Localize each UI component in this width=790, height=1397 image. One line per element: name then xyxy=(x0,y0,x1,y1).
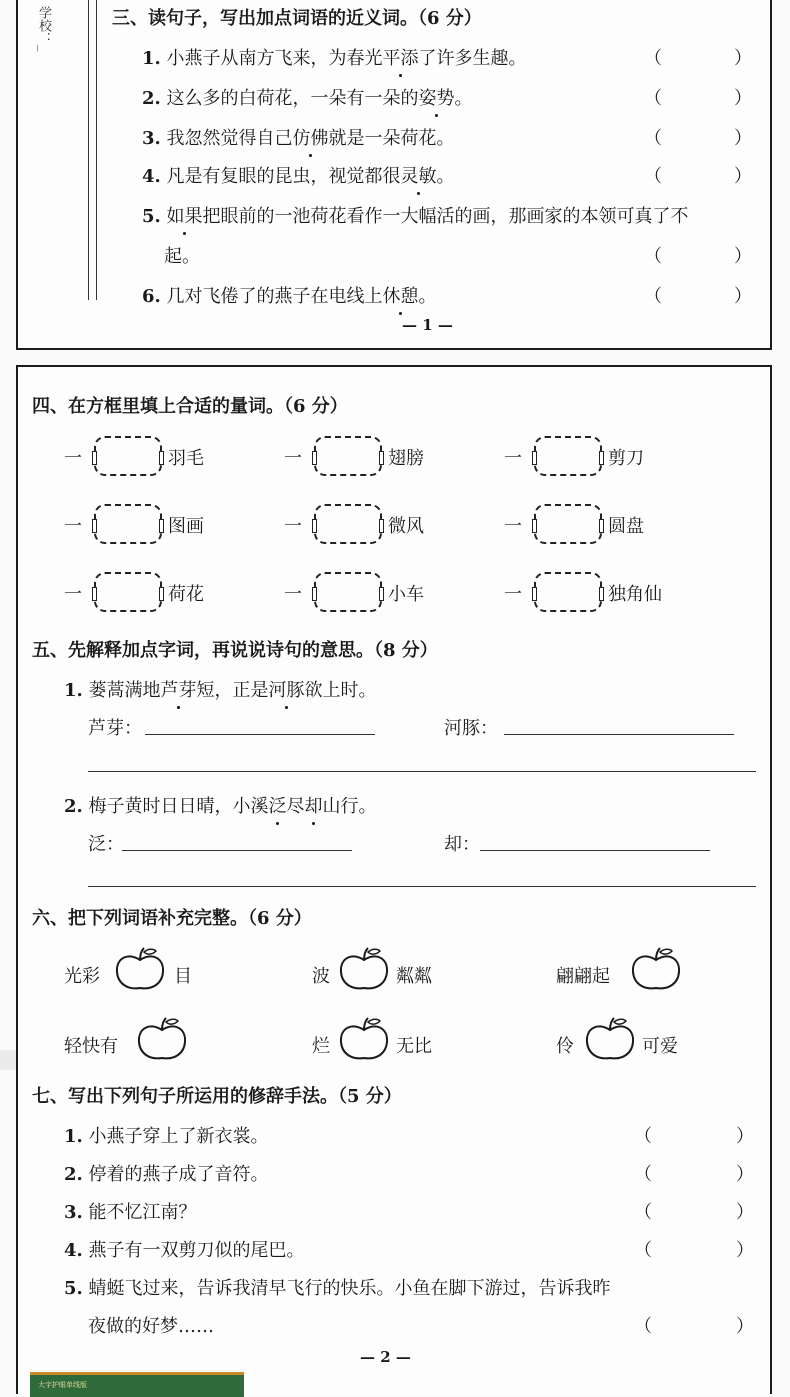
book-spine-strip xyxy=(30,1372,244,1397)
question-number: 2. xyxy=(64,1164,83,1185)
question-text-continued: 夜做的好梦…… xyxy=(88,1316,214,1337)
question-number: 1. xyxy=(64,1126,83,1147)
answer-label: 泛： xyxy=(88,834,124,855)
answer-paren-open: （ xyxy=(644,88,662,109)
section-5-title: 五、先解释加点字词，再说说诗句的意思。（8 分） xyxy=(32,640,438,661)
measure-noun: 翅膀 xyxy=(388,448,424,469)
question-number: 3. xyxy=(142,128,161,149)
question-text: 燕子有一双剪刀似的尾巴。 xyxy=(88,1240,305,1261)
apple-blank-icon[interactable] xyxy=(114,946,166,992)
dotted-word: 泛 xyxy=(269,792,287,818)
idiom-part: 烂 xyxy=(312,1036,330,1057)
idiom-part: 无比 xyxy=(396,1036,432,1057)
question-number: 6. xyxy=(142,286,161,307)
binding-line xyxy=(88,0,89,300)
answer-paren-open: （ xyxy=(634,1240,652,1261)
measure-prefix: 一 xyxy=(504,516,522,537)
question-row xyxy=(64,1160,269,1186)
dotted-word: 灵敏 xyxy=(401,162,437,188)
answer-label: 却： xyxy=(444,834,480,855)
question-row xyxy=(64,1198,197,1224)
answer-paren-close: ） xyxy=(736,1126,754,1147)
idiom-part: 可爱 xyxy=(642,1036,678,1057)
apple-blank-icon[interactable] xyxy=(630,946,682,992)
question-number: 5. xyxy=(64,1278,83,1299)
dotted-word: 平添 xyxy=(383,44,419,70)
answer-paren-close: ） xyxy=(734,128,752,149)
answer-label: 芦芽： xyxy=(88,718,142,739)
question-text: 停着的燕子成了音符。 xyxy=(88,1164,269,1185)
question-text: 蜻蜓飞过来，告诉我清早飞行的快乐。小鱼在脚下游过，告诉我昨 xyxy=(88,1278,611,1299)
measure-noun: 微风 xyxy=(388,516,424,537)
section-7-title: 七、写出下列句子所运用的修辞手法。（5 分） xyxy=(32,1086,402,1107)
page-number: — 1 — xyxy=(402,316,453,334)
idiom-part: 伶 xyxy=(556,1036,574,1057)
measure-noun: 独角仙 xyxy=(608,584,662,605)
question-row xyxy=(142,202,689,228)
question-number: 2. xyxy=(142,88,161,109)
question-row xyxy=(64,1122,269,1148)
poem-text: 尽 xyxy=(286,796,305,817)
answer-label: 河豚： xyxy=(444,718,498,739)
measure-noun: 荷花 xyxy=(168,584,204,605)
answer-paren-close: ） xyxy=(736,1164,754,1185)
question-text: 这么多的白荷花，一朵有一朵的 xyxy=(166,88,419,109)
measure-prefix: 一 xyxy=(284,448,302,469)
measure-word-box[interactable] xyxy=(314,572,382,612)
measure-prefix: 一 xyxy=(64,516,82,537)
question-number: 2. xyxy=(64,796,83,817)
measure-noun: 剪刀 xyxy=(608,448,644,469)
answer-paren-open: （ xyxy=(634,1202,652,1223)
dotted-word: 河豚 xyxy=(269,676,305,702)
page-number: — 2 — xyxy=(360,1348,411,1366)
question-text: 凡是有复眼的昆虫，视觉都很 xyxy=(166,166,401,187)
answer-line[interactable] xyxy=(122,850,352,851)
apple-blank-icon[interactable] xyxy=(338,946,390,992)
measure-word-box[interactable] xyxy=(94,572,162,612)
measure-word-box[interactable] xyxy=(94,504,162,544)
apple-blank-icon[interactable] xyxy=(584,1016,636,1062)
measure-prefix: 一 xyxy=(504,584,522,605)
question-row xyxy=(142,84,473,110)
question-text: 小燕子从南方飞来，为春光 xyxy=(166,48,383,69)
question-text: 了许多生趣。 xyxy=(418,48,527,69)
poem-text: 山行。 xyxy=(322,796,377,817)
book-spine-label: 大字护眼单线版 xyxy=(38,1381,87,1389)
question-text: 小燕子穿上了新衣裳。 xyxy=(88,1126,269,1147)
answer-line[interactable] xyxy=(88,886,756,887)
answer-paren-open: （ xyxy=(644,48,662,69)
answer-paren-close: ） xyxy=(736,1202,754,1223)
measure-word-box[interactable] xyxy=(534,436,602,476)
measure-prefix: 一 xyxy=(284,584,302,605)
poem-line xyxy=(64,676,377,702)
dotted-word: 姿势 xyxy=(419,84,455,110)
idiom-part: 粼粼 xyxy=(396,966,432,987)
measure-word-box[interactable] xyxy=(534,572,602,612)
question-row xyxy=(142,282,437,308)
apple-blank-icon[interactable] xyxy=(136,1016,188,1062)
school-margin-label: 学校：_ xyxy=(36,6,51,52)
question-text-continued: 起。 xyxy=(164,246,200,267)
question-number: 4. xyxy=(64,1240,83,1261)
question-number: 3. xyxy=(64,1202,83,1223)
poem-text: 梅子黄时日日晴，小溪 xyxy=(88,796,269,817)
answer-paren-open: （ xyxy=(634,1164,652,1185)
poem-text: 欲上时。 xyxy=(304,680,377,701)
measure-prefix: 一 xyxy=(64,448,82,469)
measure-prefix: 一 xyxy=(504,448,522,469)
answer-paren-close: ） xyxy=(734,88,752,109)
answer-line[interactable] xyxy=(88,771,756,772)
idiom-part: 光彩 xyxy=(64,966,100,987)
measure-noun: 图画 xyxy=(168,516,204,537)
question-number: 1. xyxy=(142,48,161,69)
question-row xyxy=(142,44,527,70)
section-4-title: 四、在方框里填上合适的量词。（6 分） xyxy=(32,396,348,417)
question-row xyxy=(142,124,455,150)
answer-paren-close: ） xyxy=(736,1240,754,1261)
question-text: 把眼前的一池荷花看作一大幅活的画，那画家的本领可真了不 xyxy=(202,206,689,227)
measure-noun: 圆盘 xyxy=(608,516,644,537)
dotted-word xyxy=(161,676,197,702)
measure-prefix: 一 xyxy=(284,516,302,537)
question-number: 1. xyxy=(64,680,83,701)
dotted-word: 如果 xyxy=(167,202,203,228)
apple-blank-icon[interactable] xyxy=(338,1016,390,1062)
question-row xyxy=(64,1274,611,1300)
measure-word-box[interactable] xyxy=(534,504,602,544)
idiom-part: 波 xyxy=(312,966,330,987)
question-text: 我忽然觉得自己 xyxy=(166,128,293,149)
answer-paren-open: （ xyxy=(644,128,662,149)
section-6-title: 六、把下列词语补充完整。（6 分） xyxy=(32,908,312,929)
question-number: 4. xyxy=(142,166,161,187)
idiom-part: 目 xyxy=(174,966,192,987)
dotted-word: 休憩 xyxy=(383,282,419,308)
dotted-word: 却 xyxy=(305,792,323,818)
measure-noun: 小车 xyxy=(388,584,424,605)
answer-paren-close: ） xyxy=(734,48,752,69)
idiom-part: 轻快有 xyxy=(64,1036,118,1057)
answer-paren-close: ） xyxy=(734,166,752,187)
question-text: 。 xyxy=(418,286,437,307)
answer-line[interactable] xyxy=(145,734,375,735)
answer-paren-open: （ xyxy=(644,286,662,307)
question-row xyxy=(142,162,455,188)
answer-paren-open: （ xyxy=(634,1126,652,1147)
poem-line xyxy=(64,792,377,818)
measure-word-box[interactable] xyxy=(314,504,382,544)
answer-paren-close: ） xyxy=(734,286,752,307)
question-text: 就是一朵荷花。 xyxy=(328,128,455,149)
answer-paren-close: ） xyxy=(734,246,752,267)
answer-paren-open: （ xyxy=(644,246,662,267)
section-3-title: 三、读句子，写出加点词语的近义词。（6 分） xyxy=(112,8,482,29)
margin-shade xyxy=(0,1050,16,1070)
answer-line[interactable] xyxy=(480,850,710,851)
measure-word-box[interactable] xyxy=(94,436,162,476)
idiom-part: 翩翩起 xyxy=(556,966,610,987)
dotted-word: 仿佛 xyxy=(293,124,329,150)
question-text: 几对飞倦了的燕子在电线上 xyxy=(166,286,383,307)
poem-text: 短，正是 xyxy=(196,680,269,701)
measure-noun: 羽毛 xyxy=(168,448,204,469)
answer-paren-close: ） xyxy=(736,1316,754,1337)
measure-word-box[interactable] xyxy=(314,436,382,476)
measure-prefix: 一 xyxy=(64,584,82,605)
answer-paren-open: （ xyxy=(634,1316,652,1337)
question-row xyxy=(64,1236,305,1262)
answer-line[interactable] xyxy=(504,734,734,735)
binding-line xyxy=(96,0,97,300)
dotted-word-part: 芦芽 xyxy=(161,676,197,702)
poem-text: 蒌蒿满地 xyxy=(88,680,161,701)
question-text: 。 xyxy=(454,88,473,109)
answer-paren-open: （ xyxy=(644,166,662,187)
question-number: 5. xyxy=(142,206,161,227)
question-text: 。 xyxy=(436,166,455,187)
question-text: 能不忆江南？ xyxy=(88,1202,197,1223)
